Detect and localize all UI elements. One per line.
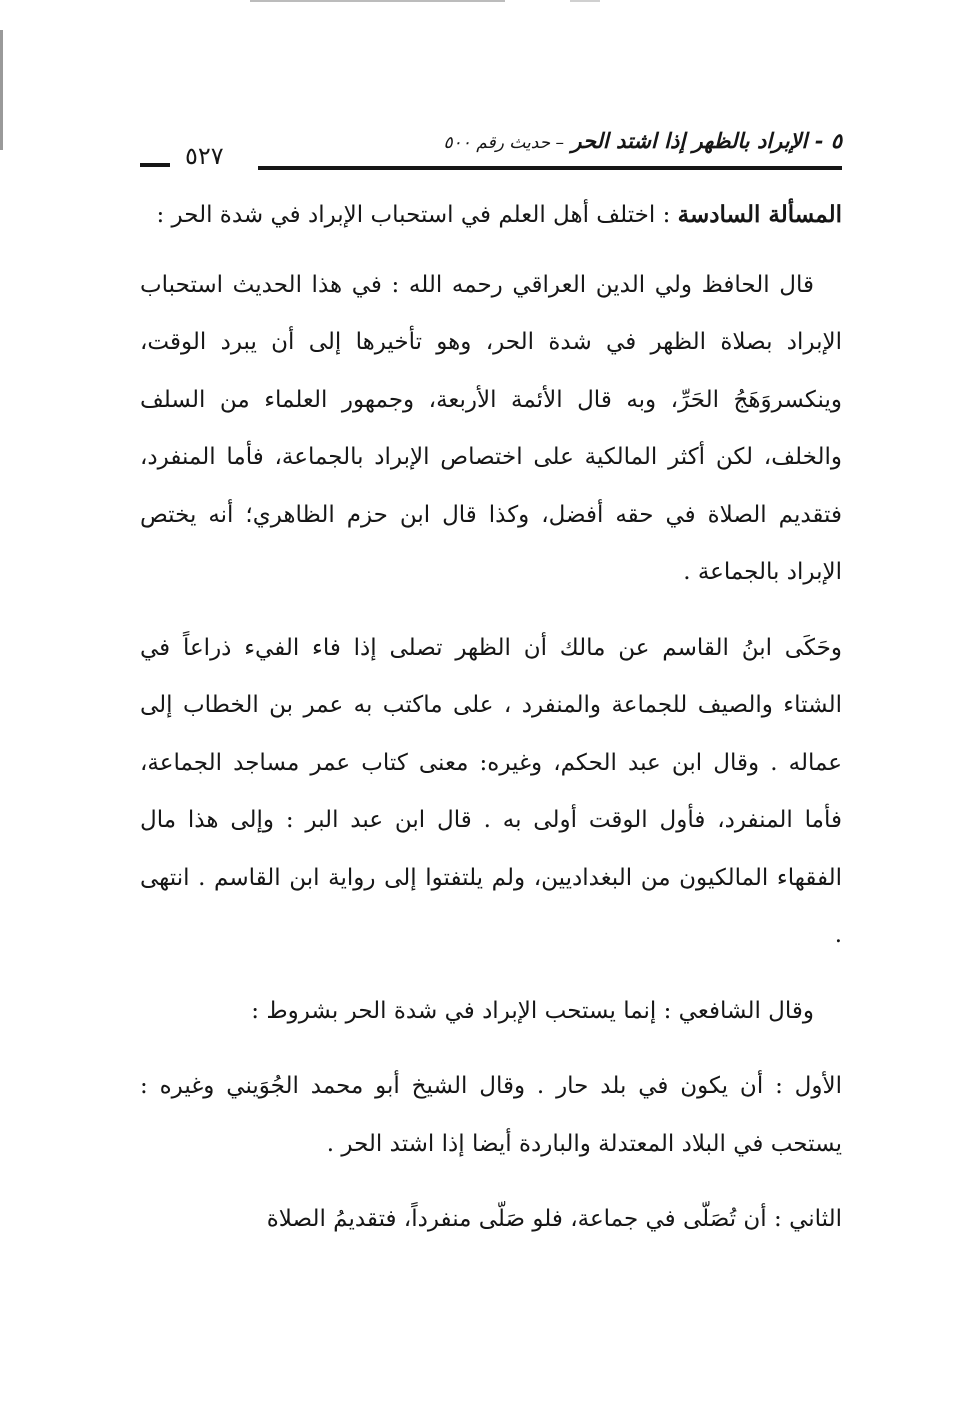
paragraph-ibn-qasim: وحَكَى ابنُ القاسم عن مالك أن الظهر تصلى إذا فاء الفيء ذراعاً في الشتاء والصيف للجماعة والمنفرد ، على ماكتب به عمر بن الخطاب إلى عماله . وقال ابن عبد الحكم، وغيره: معنى كتاب عمر مساجد الجماعة، فأما المنفرد، فأول الوقت أولى به . قال ابن عبد البر : وإلى هذا مال الفقهاء المالكيون من البغداديين، ولم يلتفتوا إلى رواية ابن القاسم . انتهى . xyxy=(140,634,842,948)
scan-edge-left xyxy=(0,30,3,150)
running-header xyxy=(140,124,842,172)
issue-heading: المسألة السادسة xyxy=(677,201,842,228)
page-number-dash xyxy=(140,163,170,167)
paragraph-issue-six xyxy=(140,186,842,245)
paragraph-condition-two: الثاني : أن تُصَلّى في جماعة، فلو صَلّى منفرداً، فتقديمُ الصلاة xyxy=(266,1206,842,1232)
page-number: ٥٢٧ xyxy=(185,142,224,170)
scan-edge-mark xyxy=(570,0,600,2)
paragraph-shafii-conditions: وقال الشافعي : إنما يستحب الإبراد في شدة الحر بشروط : xyxy=(251,997,814,1024)
header-rule xyxy=(258,166,842,170)
chapter-title: ٥ - الإبراد بالظهر إذا اشتد الحر xyxy=(571,128,842,153)
paragraph-condition-one: الأول : أن يكون في بلد حار . وقال الشيخ أبو محمد الجُوَيني وغيره : يستحب في البلاد المعتدلة والباردة أيضا إذا اشتد الحر . xyxy=(140,1073,842,1157)
page-body xyxy=(140,186,842,1267)
hadith-number-label: – حديث رقم ٥٠٠ xyxy=(443,133,565,153)
scan-edge-top xyxy=(250,0,505,2)
running-header-title xyxy=(443,128,842,153)
issue-intro-text: : اختلف أهل العلم في استحباب الإبراد في شدة الحر : xyxy=(156,202,671,228)
paragraph-iraqi-quote: قال الحافظ ولي الدين العراقي رحمه الله : في هذا الحديث استحباب الإبراد بصلاة الظهر في شدة الحر، وهو تأخيرها إلى أن يبرد الوقت، وينكسروَهَجُ الحَرِّ، وبه قال الأئمة الأربعة، وجمهور العلماء من السلف والخلف، لكن أكثر المالكية على اختصاص الإبراد بالجماعة، فأما المنفرد، فتقديم الصلاة في حقه أفضل، وكذا قال ابن حزم الظاهري؛ أنه يختص الإبراد بالجماعة . xyxy=(140,271,842,585)
